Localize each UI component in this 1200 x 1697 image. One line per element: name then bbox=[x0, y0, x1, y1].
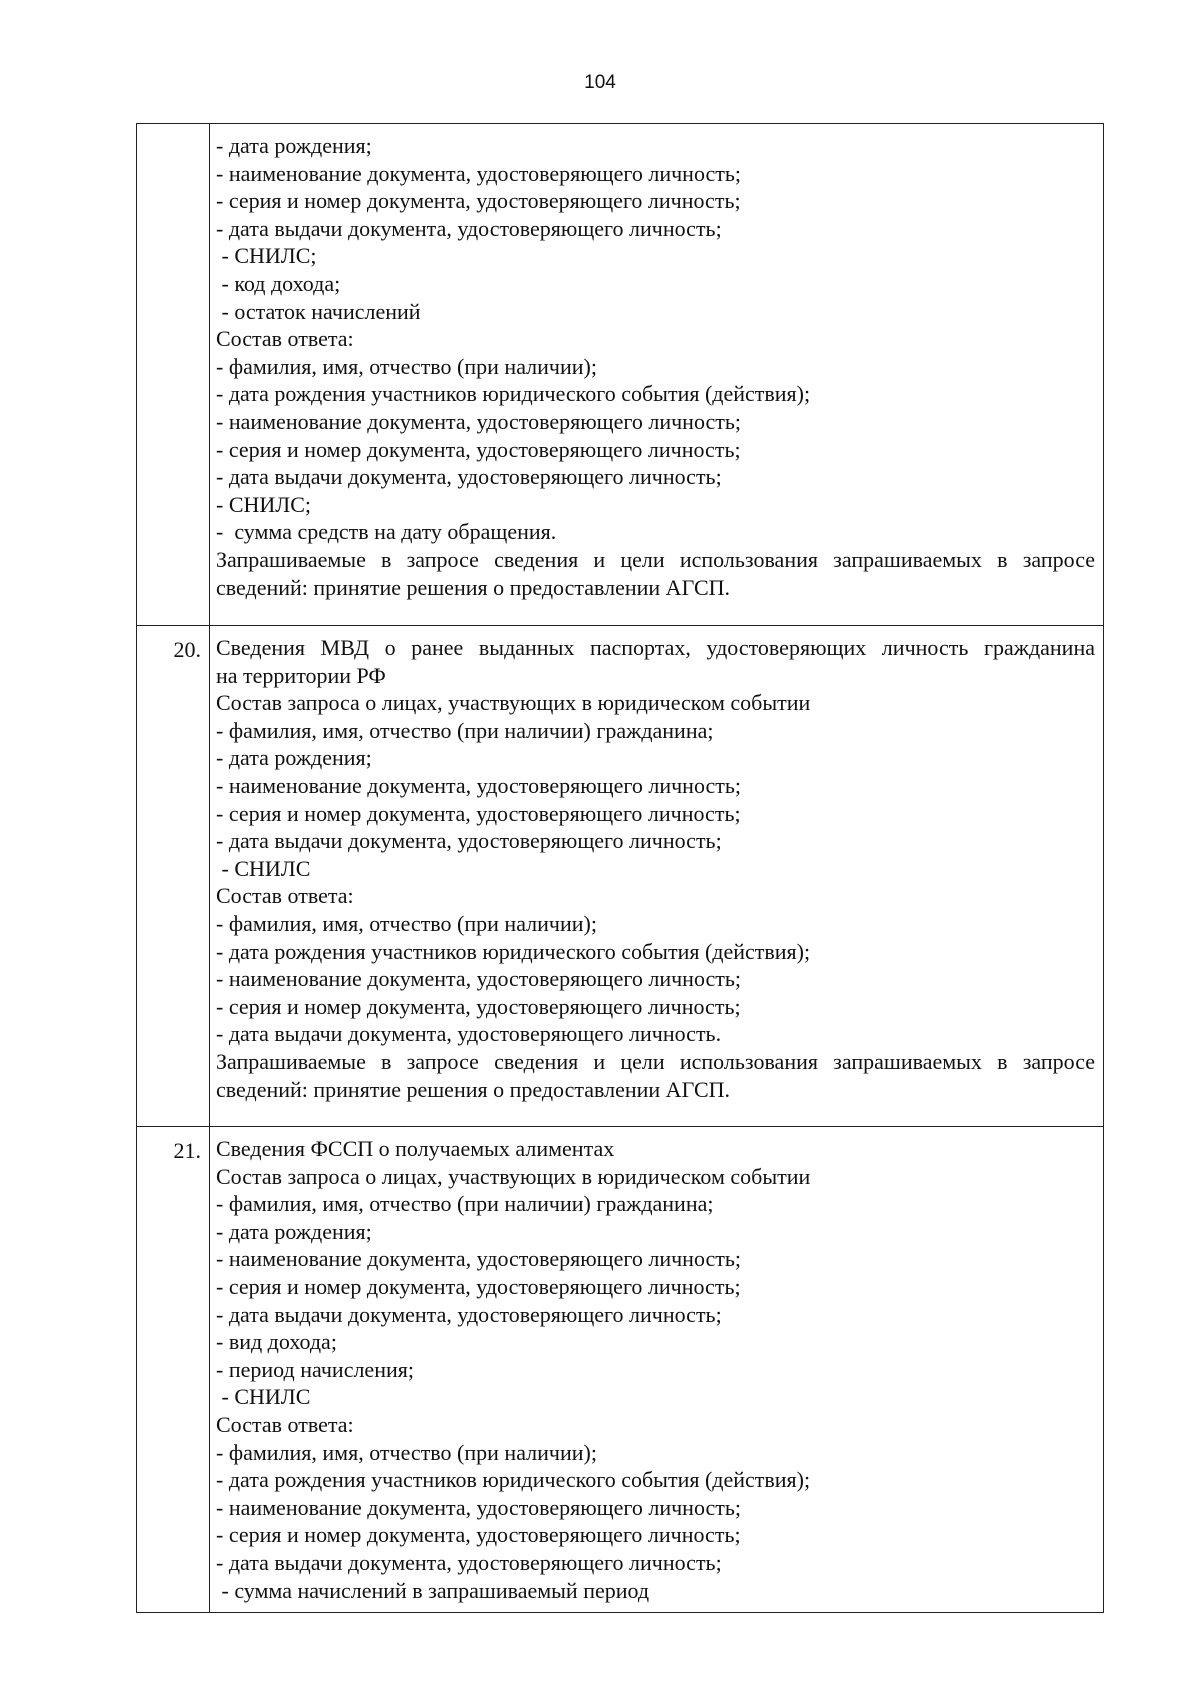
text-line: - СНИЛС; bbox=[216, 491, 311, 517]
row-content-cell bbox=[210, 626, 1104, 1127]
text-line: Состав ответа: bbox=[216, 883, 354, 909]
row-content-cell bbox=[210, 1127, 1104, 1613]
text-line: - серия и номер документа, удостоверяющего личность; bbox=[216, 436, 741, 462]
text-line: - СНИЛС bbox=[216, 1384, 311, 1410]
table-row bbox=[137, 626, 1104, 1127]
document-table bbox=[136, 123, 1104, 1613]
text-line: - фамилия, имя, отчество (при наличии); bbox=[216, 353, 597, 379]
page-number: 104 bbox=[584, 72, 616, 93]
text-line: - наименование документа, удостоверяющего личность; bbox=[216, 772, 742, 798]
table-row bbox=[137, 1127, 1104, 1613]
text-line: - дата рождения; bbox=[216, 745, 372, 771]
text-line: - остаток начислений bbox=[216, 298, 421, 324]
text-line: - фамилия, имя, отчество (при наличии); bbox=[216, 910, 597, 936]
text-line: - дата рождения участников юридического события (действия); bbox=[216, 938, 811, 964]
text-line: - серия и номер документа, удостоверяющего личность; bbox=[216, 993, 741, 1019]
text-line: Запрашиваемые в запросе сведения и цели использования запрашиваемых в запросе bbox=[216, 1048, 1095, 1074]
text-line: - дата рождения участников юридического события (действия); bbox=[216, 381, 811, 407]
text-line: сведений: принятие решения о предоставлении АГСП. bbox=[216, 574, 731, 600]
text-line: - серия и номер документа, удостоверяющего личность; bbox=[216, 800, 741, 826]
text-line: - фамилия, имя, отчество (при наличии) гражданина; bbox=[216, 1191, 714, 1217]
text-line: - сумма средств на дату обращения. bbox=[216, 519, 557, 545]
text-line: - фамилия, имя, отчество (при наличии); bbox=[216, 1439, 597, 1465]
text-line: - дата рождения; bbox=[216, 1218, 372, 1244]
row-content-cell bbox=[210, 124, 1104, 626]
row-number-cell: 20. bbox=[137, 626, 210, 1127]
text-line: - фамилия, имя, отчество (при наличии) гражданина; bbox=[216, 717, 714, 743]
text-line: Запрашиваемые в запросе сведения и цели использования запрашиваемых в запросе bbox=[216, 546, 1095, 572]
text-line: на территории РФ bbox=[216, 662, 386, 688]
text-line: - дата выдачи документа, удостоверяющего личность; bbox=[216, 464, 722, 490]
text-line: - наименование документа, удостоверяющего личность; bbox=[216, 160, 742, 186]
text-line: - наименование документа, удостоверяющего личность; bbox=[216, 1246, 742, 1272]
text-line: Состав ответа: bbox=[216, 326, 354, 352]
row-number-cell: 21. bbox=[137, 1127, 210, 1613]
text-line: - наименование документа, удостоверяющего личность; bbox=[216, 1494, 742, 1520]
text-line: - наименование документа, удостоверяющего личность; bbox=[216, 966, 742, 992]
text-line: Состав запроса о лицах, участвующих в юридическом событии bbox=[216, 690, 811, 716]
text-line: - наименование документа, удостоверяющего личность; bbox=[216, 408, 742, 434]
text-line: - вид дохода; bbox=[216, 1329, 337, 1355]
text-line: - дата выдачи документа, удостоверяющего личность; bbox=[216, 1301, 722, 1327]
text-line: Сведения ФССП о получаемых алиментах bbox=[216, 1136, 615, 1161]
text-line: - сумма начислений в запрашиваемый период bbox=[216, 1577, 650, 1603]
text-line: - дата выдачи документа, удостоверяющего личность; bbox=[216, 828, 722, 854]
text-line: - период начисления; bbox=[216, 1356, 414, 1382]
text-line: - дата рождения; bbox=[216, 133, 372, 158]
text-line: Состав запроса о лицах, участвующих в юридическом событии bbox=[216, 1163, 811, 1189]
text-line: - дата выдачи документа, удостоверяющего личность; bbox=[216, 215, 722, 241]
text-line: - код дохода; bbox=[216, 270, 341, 296]
text-line: - серия и номер документа, удостоверяющего личность; bbox=[216, 188, 741, 214]
text-line: сведений: принятие решения о предоставлении АГСП. bbox=[216, 1076, 731, 1102]
text-line: Состав ответа: bbox=[216, 1411, 354, 1437]
text-line: - серия и номер документа, удостоверяющего личность; bbox=[216, 1273, 741, 1299]
text-line: - дата выдачи документа, удостоверяющего личность. bbox=[216, 1021, 722, 1047]
text-line: - серия и номер документа, удостоверяющего личность; bbox=[216, 1522, 741, 1548]
text-line: - дата рождения участников юридического события (действия); bbox=[216, 1467, 811, 1493]
text-line: Сведения МВД о ранее выданных паспортах, удостоверяющих личность гражданина bbox=[216, 635, 1095, 660]
text-line: - СНИЛС; bbox=[216, 243, 317, 269]
text-line: - СНИЛС bbox=[216, 855, 311, 881]
row-number-cell bbox=[137, 124, 210, 626]
table-row bbox=[137, 124, 1104, 626]
text-line: - дата выдачи документа, удостоверяющего личность; bbox=[216, 1549, 722, 1575]
